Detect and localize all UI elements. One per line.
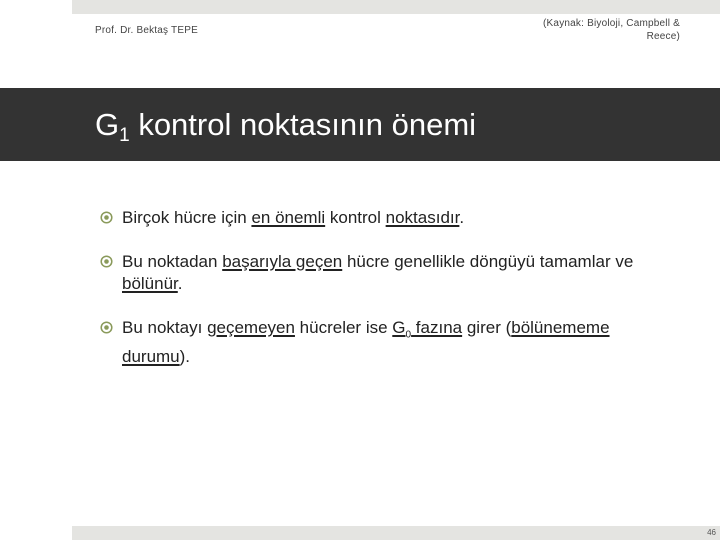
circled-dot-icon (100, 321, 113, 334)
underlined-phrase: bölünür (122, 274, 178, 293)
phase-word: fazına (411, 318, 463, 337)
underlined-phrase: başarıyla geçen (222, 252, 343, 271)
phase-subscript: 0 (405, 329, 412, 341)
source-citation (500, 17, 680, 43)
circled-dot-icon (100, 255, 113, 268)
bullet-text: girer ( (462, 318, 512, 337)
source-line-2: Reece) (646, 31, 680, 42)
circled-dot-icon (100, 211, 113, 224)
top-decorative-band (72, 0, 720, 14)
page-number: 46 (707, 528, 716, 537)
underlined-phrase (392, 318, 463, 341)
phase-letter: G (392, 318, 406, 337)
title-subscript: 1 (119, 125, 130, 146)
bullet-item (100, 317, 660, 368)
bullet-text: Bu noktadan (122, 252, 223, 271)
underlined-phrase: en önemli (251, 208, 326, 227)
bullet-text: hücre genellikle döngüyü tamamlar ve (342, 252, 634, 271)
source-line-1: (Kaynak: Biyoloji, Campbell & (543, 18, 680, 29)
underlined-phrase: bölünememe durumu (122, 318, 610, 367)
author-label: Prof. Dr. Bektaş TEPE (95, 25, 198, 36)
bullet-list (100, 207, 660, 390)
bullet-text: ). (179, 347, 191, 367)
bullet-text: . (177, 274, 183, 293)
title-rest: kontrol noktasının önemi (129, 107, 477, 142)
title-prefix: G (95, 107, 120, 142)
bullet-text: . (459, 208, 465, 227)
underlined-phrase: noktasıdır (385, 208, 460, 227)
bullet-text: kontrol (325, 208, 386, 227)
bullet-item (100, 251, 660, 295)
bullet-text: Birçok hücre için (122, 208, 252, 227)
underlined-phrase: geçemeyen (207, 318, 295, 337)
bottom-decorative-band (72, 526, 720, 540)
slide-title (95, 107, 476, 154)
bullet-text: Bu noktayı (122, 318, 208, 337)
bullet-item (100, 207, 660, 229)
bullet-text: hücreler ise (294, 318, 393, 337)
